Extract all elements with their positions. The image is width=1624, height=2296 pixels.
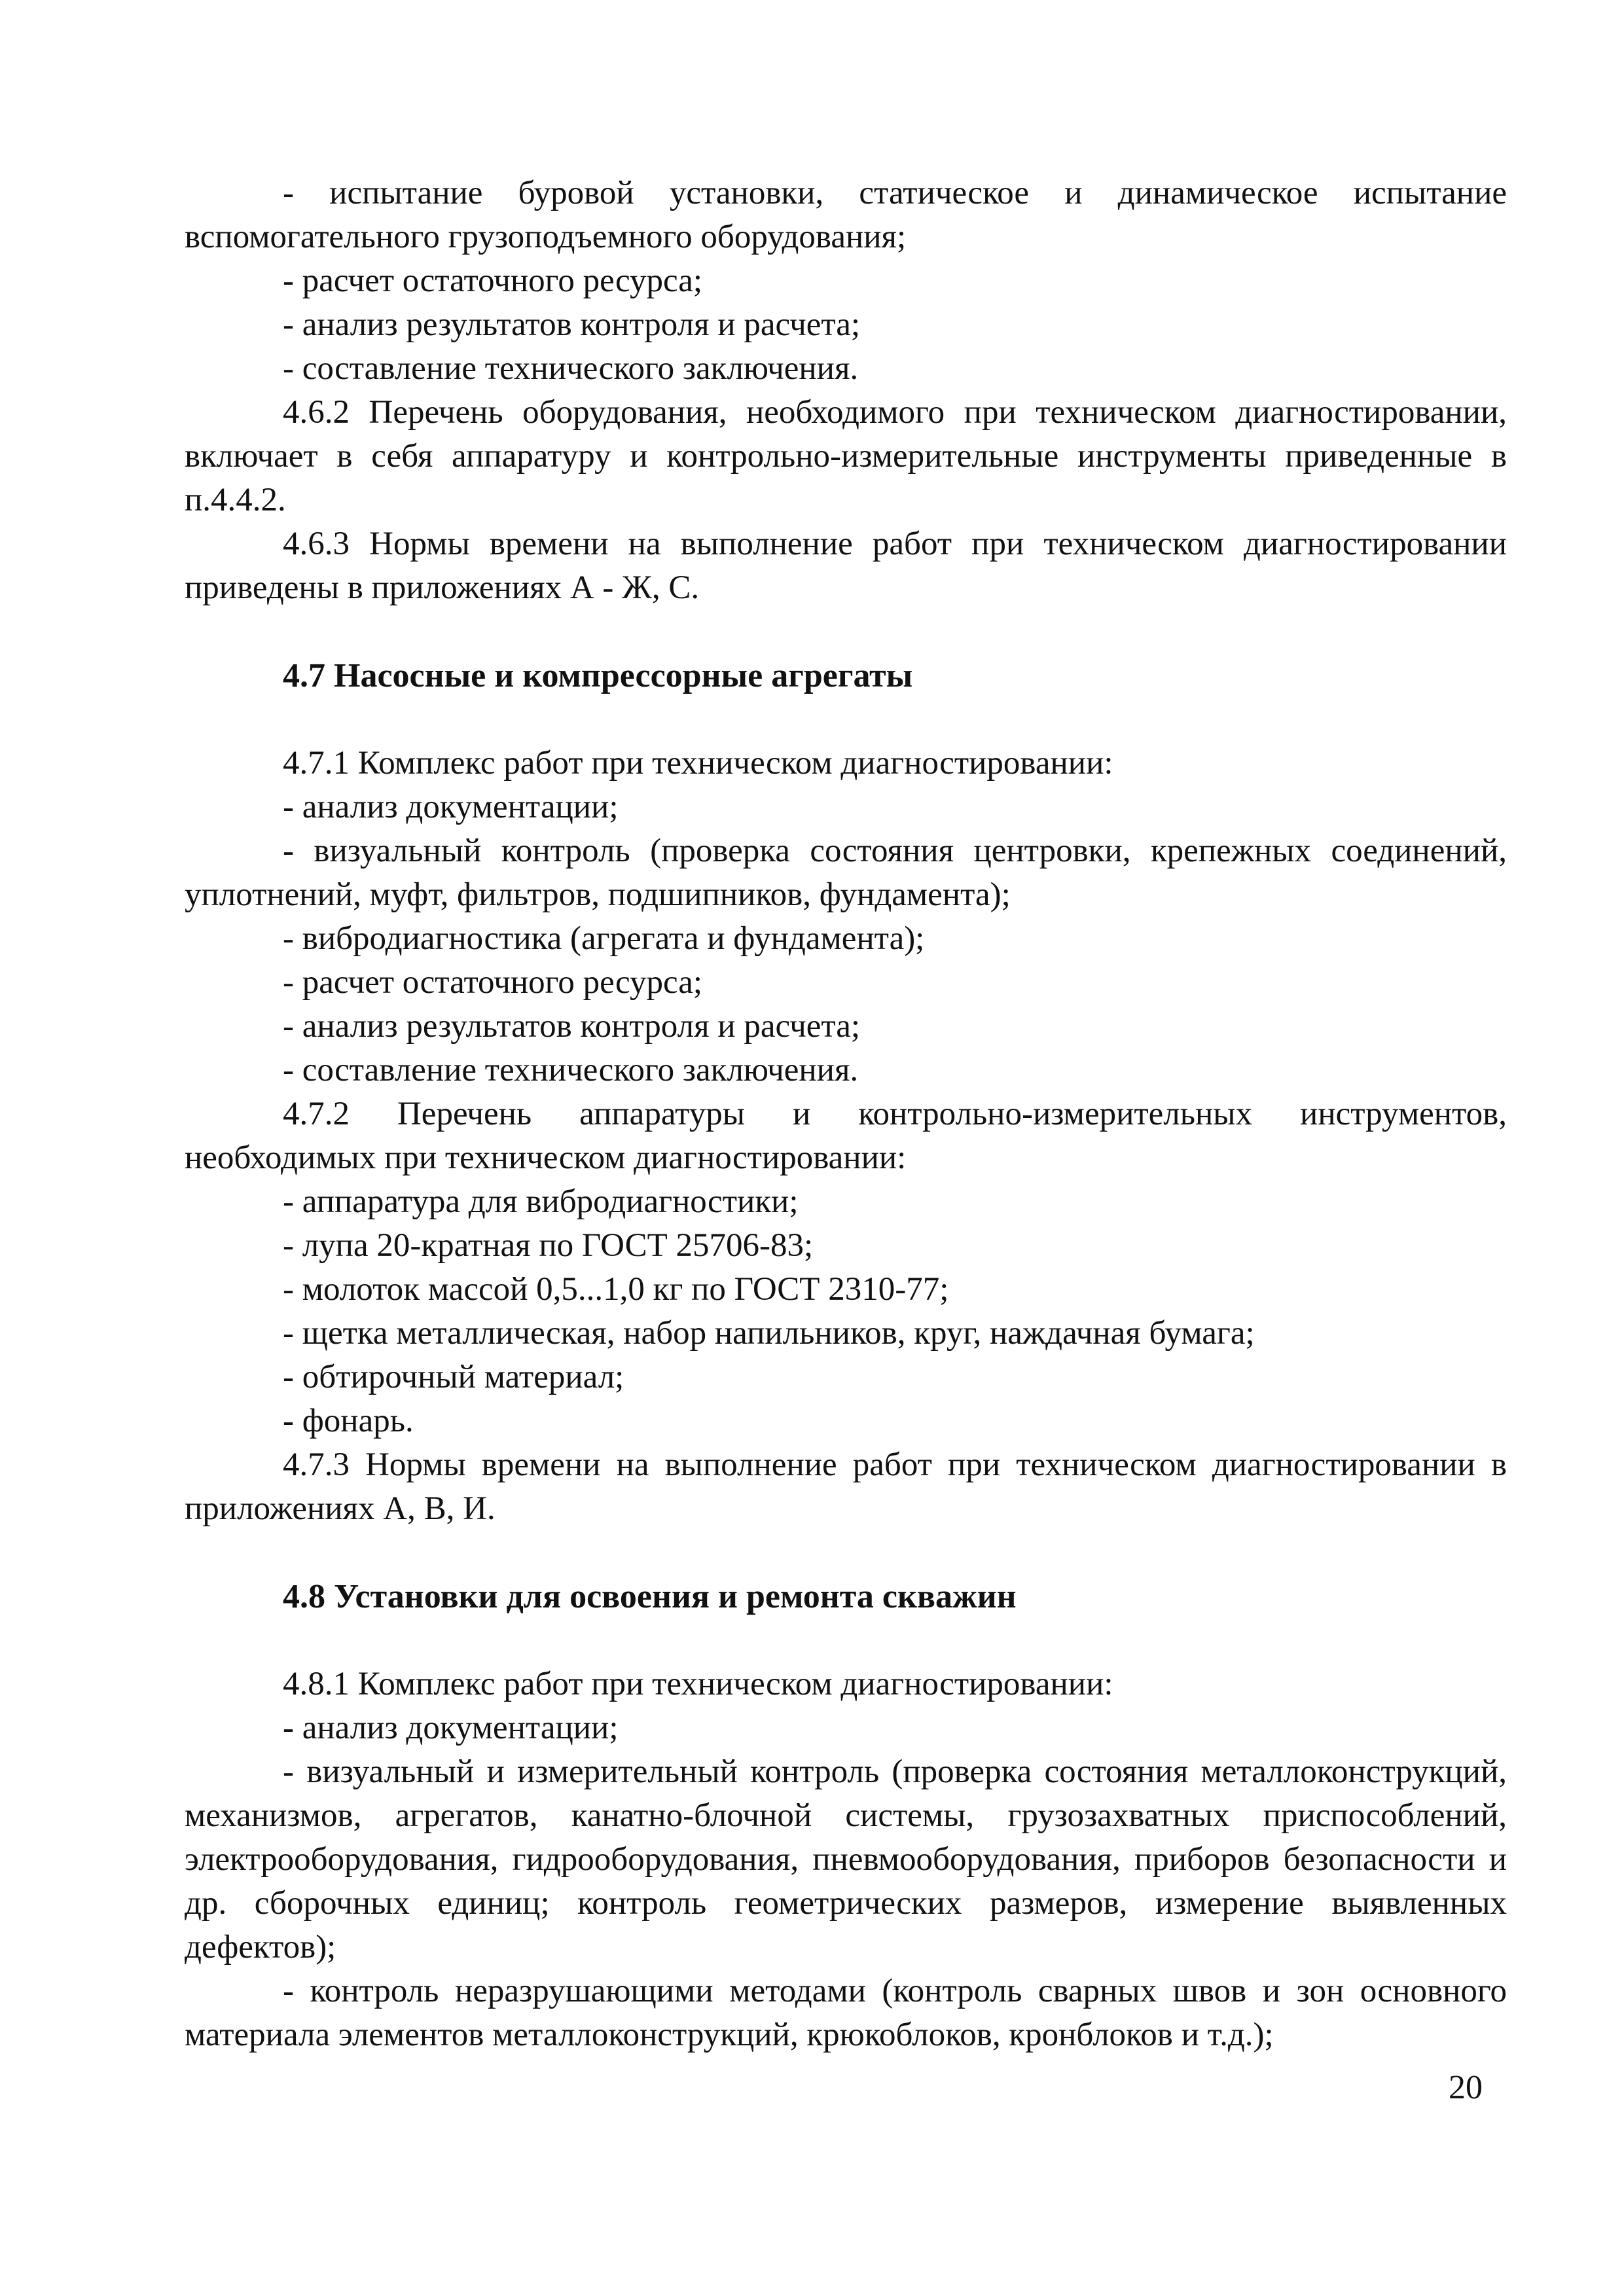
paragraph: 4.6.3 Нормы времени на выполнение работ при техническом диагностировании приведены в приложениях А - Ж, С. [185, 526, 1507, 606]
section-heading-4-7: 4.7 Насосные и компрессорные агрегаты [283, 657, 913, 694]
paragraph: 4.7.1 Комплекс работ при техническом диагностировании: [283, 745, 1113, 781]
paragraph: 4.6.2 Перечень оборудования, необходимого при техническом диагностировании, включает в себя аппаратуру и контрольно-измерительные инструменты приведенные в п.4.4.2. [185, 394, 1507, 518]
paragraph: - анализ результатов контроля и расчета; [283, 1008, 861, 1045]
paragraph: - визуальный контроль (проверка состояния центровки, крепежных соединений, уплотнений, муфт, фильтров, подшипников, фундамента); [185, 833, 1507, 913]
paragraph: - анализ результатов контроля и расчета; [283, 306, 861, 343]
paragraph: - лупа 20-кратная по ГОСТ 25706-83; [283, 1227, 814, 1264]
paragraph: - визуальный и измерительный контроль (проверка состояния металлоконструкций, механизмов, агрегатов, канатно-блочной системы, грузозахватных приспособлений, электрооборудования, гидрооборудования, пневмооборудования, приборов безопасности и др. сборочных единиц; контроль геометрических размеров, измерение выявленных дефектов); [185, 1753, 1507, 1965]
paragraph: - фонарь. [283, 1403, 414, 1439]
paragraph: - составление технического заключения. [283, 1052, 859, 1088]
paragraph: 4.8.1 Комплекс работ при техническом диагностировании: [283, 1666, 1113, 1702]
paragraph: - контроль неразрушающими методами (контроль сварных швов и зон основного материала элементов металлоконструкций, крюкоблоков, кронблоков и т.д.); [185, 1973, 1507, 2053]
document-page [185, 171, 1507, 2057]
paragraph: - анализ документации; [283, 789, 619, 825]
paragraph: - щетка металлическая, набор напильников, круг, наждачная бумага; [283, 1315, 1255, 1352]
section-heading-4-8: 4.8 Установки для освоения и ремонта скважин [283, 1578, 1017, 1615]
paragraph: - молоток массой 0,5...1,0 кг по ГОСТ 2310-77; [283, 1271, 949, 1308]
paragraph: - вибродиагностика (агрегата и фундамента); [283, 920, 925, 957]
paragraph: 4.7.2 Перечень аппаратуры и контрольно-измерительных инструментов, необходимых при техническом диагностировании: [185, 1096, 1507, 1176]
paragraph: - расчет остаточного ресурса; [283, 964, 703, 1001]
paragraph: - обтирочный материал; [283, 1359, 624, 1395]
paragraph: - составление технического заключения. [283, 350, 859, 387]
page-number: 20 [1449, 2069, 1483, 2106]
paragraph: - испытание буровой установки, статическое и динамическое испытание вспомогательного грузоподъемного оборудования; [185, 175, 1507, 255]
paragraph: - аппаратура для вибродиагностики; [283, 1183, 799, 1220]
paragraph: - расчет остаточного ресурса; [283, 262, 703, 299]
paragraph: - анализ документации; [283, 1710, 619, 1746]
paragraph: 4.7.3 Нормы времени на выполнение работ при техническом диагностировании в приложениях А, В, И. [185, 1446, 1507, 1527]
